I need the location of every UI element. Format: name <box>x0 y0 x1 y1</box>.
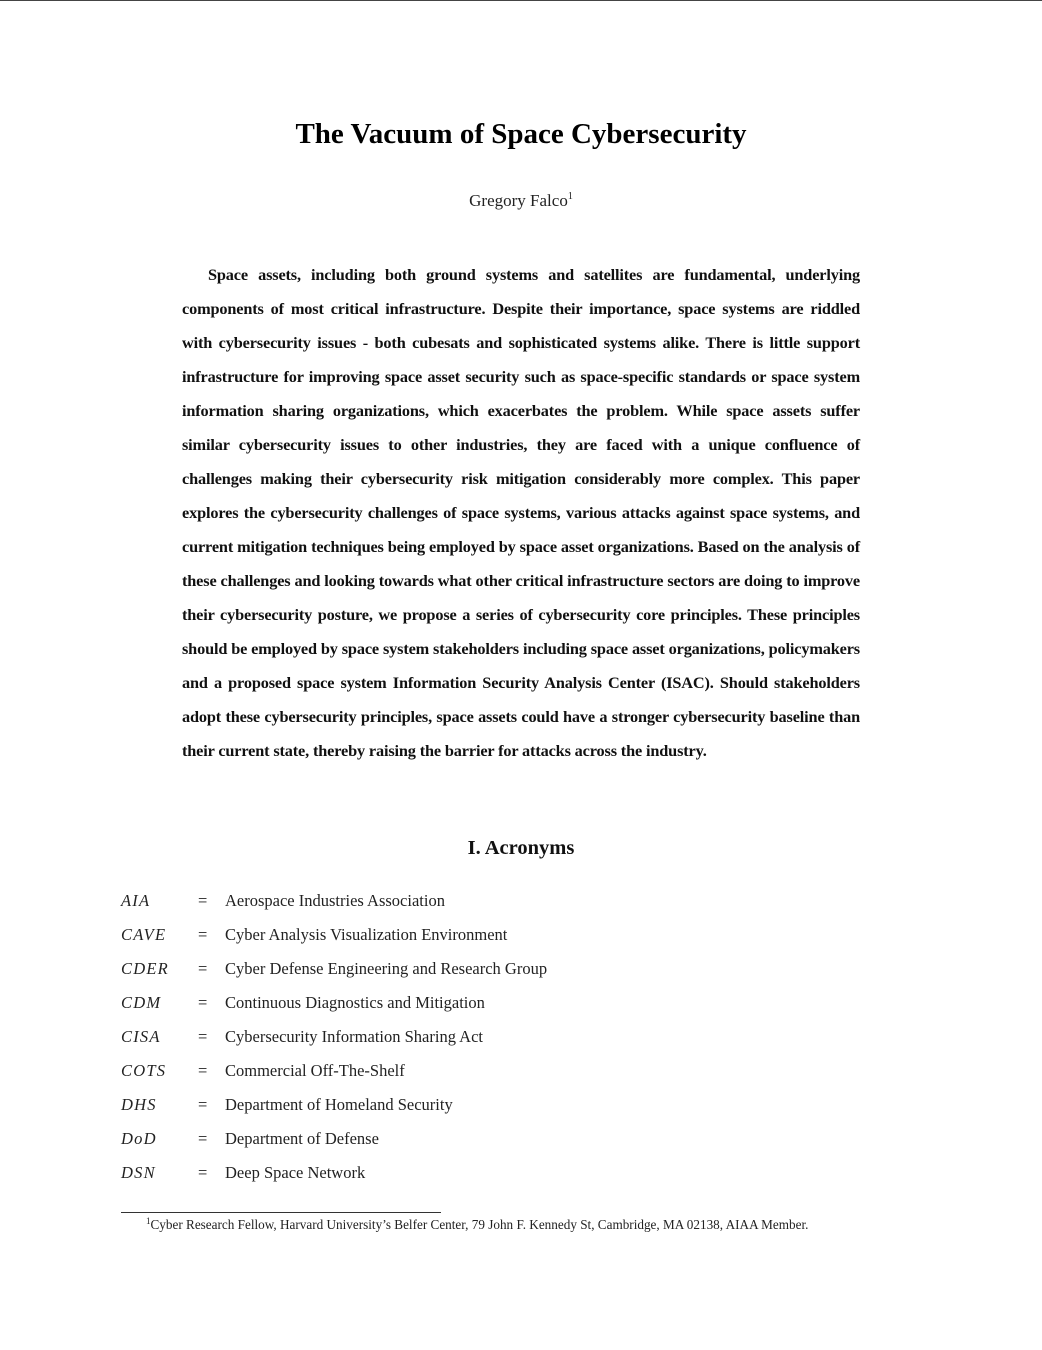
footnote-text: Cyber Research Fellow, Harvard University’s Belfer Center, 79 John F. Kennedy St, Cambridge, MA 02138, AIAA Member. <box>150 1217 809 1232</box>
acronym-definition: Aerospace Industries Association <box>225 891 445 910</box>
acronym-row <box>121 1054 821 1088</box>
acronym-abbr: AIA <box>121 891 151 910</box>
acronym-row <box>121 918 821 952</box>
acronym-equals: = <box>198 1095 208 1114</box>
abstract: Space assets, including both ground systems and satellites are fundamental, underlying components of most critical infrastructure. Despite their importance, space systems are riddled with cybersecurity issues - both cubesats and sophisticated systems alike. There is little support infrastructure for improving space asset security such as space-specific standards or space system information sharing organizations, which exacerbates the problem. While space assets suffer similar cybersecurity issues to other industries, they are faced with a unique confluence of challenges making their cybersecurity risk mitigation considerably more complex. This paper explores the cybersecurity challenges of space systems, various attacks against space systems, and current mitigation techniques being employed by space asset organizations. Based on the analysis of these challenges and looking towards what other critical infrastructure sectors are doing to improve their cybersecurity posture, we propose a series of cybersecurity core principles. These principles should be employed by space system stakeholders including space asset organizations, policymakers and a proposed space system Information Security Analysis Center (ISAC). Should stakeholders adopt these cybersecurity principles, space assets could have a stronger cybersecurity baseline than their current state, thereby raising the barrier for attacks across the industry. <box>182 265 860 760</box>
acronym-row <box>121 952 821 986</box>
acronym-row <box>121 884 821 918</box>
acronym-equals: = <box>198 993 208 1012</box>
acronym-definition: Department of Defense <box>225 1129 379 1148</box>
acronym-definition: Cybersecurity Information Sharing Act <box>225 1027 483 1046</box>
acronym-equals: = <box>198 891 208 910</box>
acronym-abbr: CDER <box>121 959 169 978</box>
author-footnote-mark[interactable]: 1 <box>567 191 573 202</box>
acronym-abbr: DoD <box>121 1129 157 1148</box>
acronym-row <box>121 1020 821 1054</box>
author-name: Gregory Falco <box>469 191 568 210</box>
acronym-equals: = <box>198 959 208 978</box>
acronym-definition: Department of Homeland Security <box>225 1095 453 1114</box>
acronym-definition: Deep Space Network <box>225 1163 366 1182</box>
acronym-abbr: CDM <box>121 993 162 1012</box>
author-line <box>0 190 1042 212</box>
footnote <box>146 1216 808 1234</box>
acronym-abbr: DSN <box>121 1163 156 1182</box>
acronym-row <box>121 1088 821 1122</box>
section-heading-acronyms: I. Acronyms <box>467 837 575 859</box>
footnote-mark: 1 <box>146 1216 151 1226</box>
acronym-abbr: CISA <box>121 1027 161 1046</box>
paper-title: The Vacuum of Space Cybersecurity <box>295 118 747 150</box>
acronym-equals: = <box>198 1061 208 1080</box>
acronym-equals: = <box>198 1163 208 1182</box>
acronym-abbr: DHS <box>121 1095 157 1114</box>
acronym-list <box>121 884 821 1190</box>
acronym-equals: = <box>198 1027 208 1046</box>
acronym-row <box>121 986 821 1020</box>
acronym-definition: Commercial Off-The-Shelf <box>225 1061 405 1080</box>
acronym-definition: Continuous Diagnostics and Mitigation <box>225 993 485 1012</box>
page-top-border <box>0 0 1042 1</box>
acronym-definition: Cyber Analysis Visualization Environment <box>225 925 508 944</box>
acronym-row <box>121 1156 821 1190</box>
acronym-equals: = <box>198 925 208 944</box>
acronym-abbr: CAVE <box>121 925 167 944</box>
acronym-row <box>121 1122 821 1156</box>
acronym-abbr: COTS <box>121 1061 167 1080</box>
acronym-definition: Cyber Defense Engineering and Research Group <box>225 959 548 978</box>
footnote-rule <box>121 1212 441 1213</box>
acronym-equals: = <box>198 1129 208 1148</box>
